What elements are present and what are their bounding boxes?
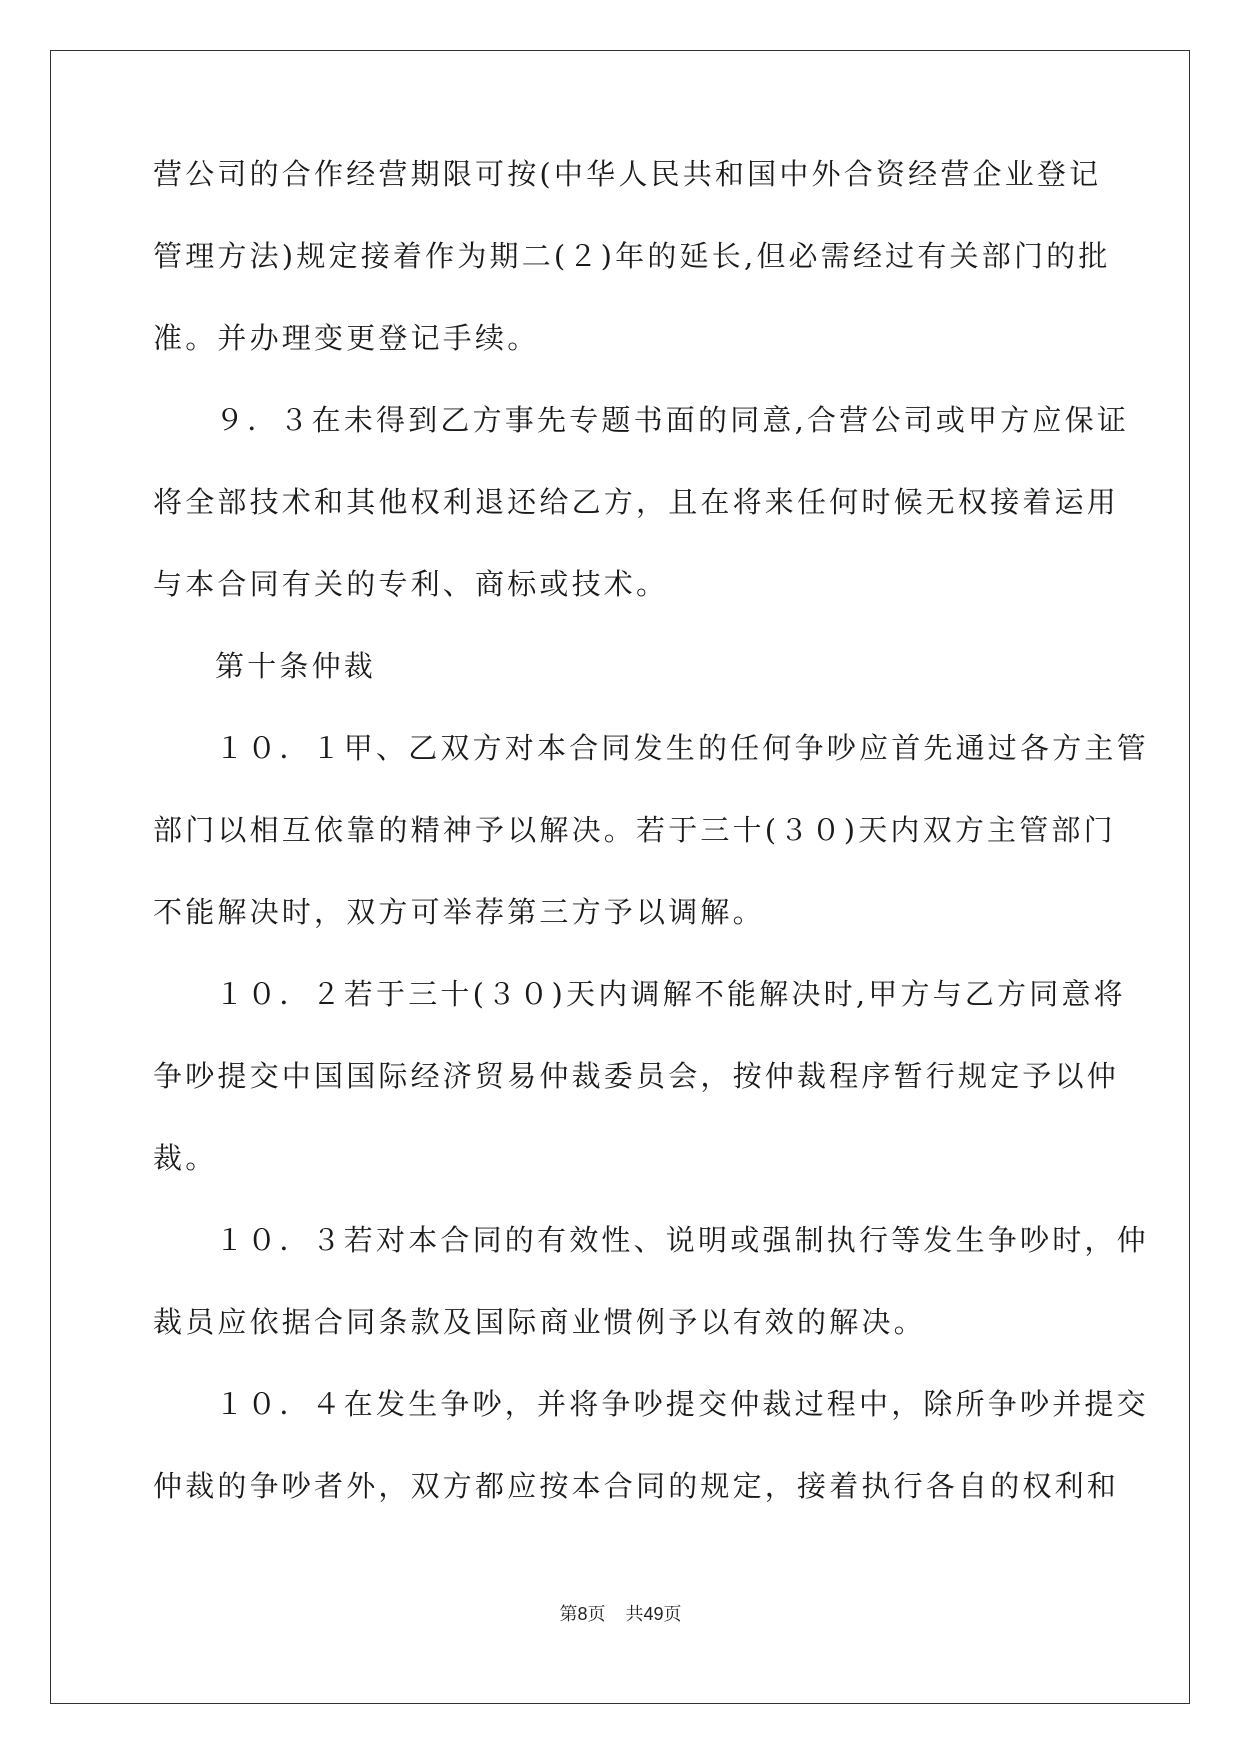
text-line: 不能解决时，双方可举荐第三方予以调解。 (153, 895, 765, 929)
text-line: １０．２若于三十(３０)天内调解不能解决时,甲方与乙方同意将 (215, 977, 1126, 1011)
text-line: １０．４在发生争吵，并将争吵提交仲裁过程中，除所争吵并提交 (215, 1387, 1149, 1421)
text-line: 争吵提交中国国际经济贸易仲裁委员会，按仲裁程序暂行规定予以仲 (153, 1059, 1120, 1093)
text-line: １０．１甲、乙双方对本合同发生的任何争吵应首先通过各方主管 (215, 731, 1149, 765)
total-prefix: 共 (625, 1604, 644, 1625)
total-suffix: 页 (663, 1604, 682, 1625)
text-line: 将全部技术和其他权利退还给乙方，且在将来任何时候无权接着运用 (153, 485, 1120, 519)
page-suffix: 页 (587, 1604, 606, 1625)
text-line: 准。并办理变更登记手续。 (153, 321, 540, 355)
text-line: １０．３若对本合同的有效性、说明或强制执行等发生争吵时，仲 (215, 1223, 1149, 1257)
text-line: 仲裁的争吵者外，双方都应按本合同的规定，接着执行各自的权利和 (153, 1469, 1120, 1503)
text-line: 裁。 (153, 1141, 218, 1175)
page-prefix: 第 (559, 1604, 578, 1625)
text-line: 管理方法)规定接着作为期二(２)年的延长,但必需经过有关部门的批 (153, 239, 1111, 273)
text-line: 与本合同有关的专利、商标或技术。 (153, 567, 669, 601)
page-number: 8 (577, 1604, 588, 1624)
text-line: 裁员应依据合同条款及国际商业惯例予以有效的解决。 (153, 1305, 926, 1339)
text-line: 部门以相互依靠的精神予以解决。若于三十(３０)天内双方主管部门 (153, 813, 1116, 847)
page-footer (0, 1600, 1241, 1626)
text-line: ９．３在未得到乙方事先专题书面的同意,合营公司或甲方应保证 (215, 403, 1130, 437)
text-line: 营公司的合作经营期限可按(中华人民共和国中外合资经营企业登记 (153, 157, 1102, 191)
total-pages: 49 (643, 1604, 664, 1624)
document-body (153, 157, 1149, 1552)
section-heading: 第十条仲裁 (215, 649, 377, 683)
